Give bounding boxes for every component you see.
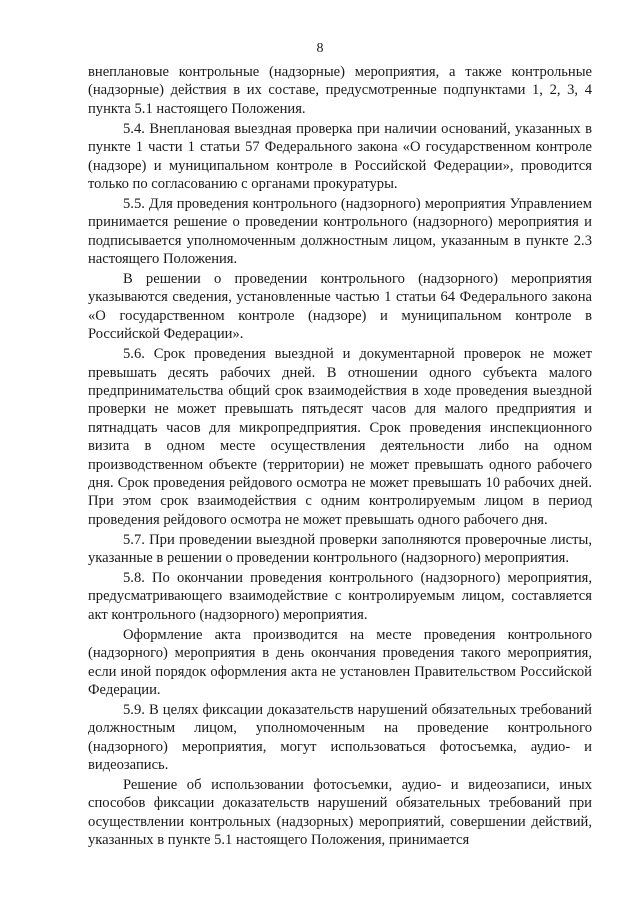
paragraph-5-8-act: Оформление акта производится на месте проведения контрольного (надзорного) мероприятия в день окончания проведения такого мероприятия, если иной порядок оформления акта не установлен Правительством Российской Федерации. — [88, 626, 592, 698]
paragraph-continuation: внеплановые контрольные (надзорные) мероприятия, а также контрольные (надзорные) действия в их составе, предусмотренные подпунктами 1, 2, 3, 4 пункта 5.1 настоящего Положения. — [88, 64, 592, 117]
paragraph-5-6: 5.6. Срок проведения выездной и документарной проверок не может превышать десять рабочих дней. В отношении одного субъекта малого предпринимательства общий срок взаимодействия в ходе проведения выездной проверки не может превышать пятьдесят часов для малого предприятия и пятнадцать часов для микропредприятия. Срок проведения инспекционного визита в одном месте осуществления деятельности либо на одном производственном объекте (территории) не может превышать одного рабочего дня. Срок проведения рейдового осмотра не может превышать 10 рабочих дней. При этом срок взаимодействия с одним контролируемым лицом в период проведения рейдового осмотра не может превышать одного рабочего дня. — [88, 346, 592, 528]
paragraph-5-4: 5.4. Внеплановая выездная проверка при наличии оснований, указанных в пункте 1 части 1 статьи 57 Федерального закона «О государственном контроле (надзоре) и муниципальном контроле в Российской Федерации», проводится только по согласованию с органами прокуратуры. — [88, 120, 592, 192]
paragraph-5-9-decision: Решение об использовании фотосъемки, аудио- и видеозаписи, иных способов фиксации доказательств нарушений обязательных требований при осуществлении контрольных (надзорных) мероприятий, совершении действий, указанных в пункте 5.1 настоящего Положения, принимается — [88, 776, 592, 849]
page-number: 8 — [316, 41, 324, 56]
paragraph-5-9: 5.9. В целях фиксации доказательств нарушений обязательных требований должностным лицом, уполномоченным на проведение контрольного (надзорного) мероприятия, могут использоваться фотосъемка, аудио- и видеозапись. — [88, 701, 592, 774]
paragraph-5-7: 5.7. При проведении выездной проверки заполняются проверочные листы, указанные в решении о проведении контрольного (надзорного) мероприятия. — [88, 531, 592, 567]
document-body — [88, 63, 592, 851]
paragraph-5-8: 5.8. По окончании проведения контрольного (надзорного) мероприятия, предусматривающего взаимодействие с контролируемым лицом, составляется акт контрольного (надзорного) мероприятия. — [88, 569, 592, 623]
paragraph-5-5-decision: В решении о проведении контрольного (надзорного) мероприятия указываются сведения, установленные частью 1 статьи 64 Федерального закона «О государственном контроле (надзоре) и муниципальном контроле в Российской Федерации». — [88, 270, 592, 343]
paragraph-5-5: 5.5. Для проведения контрольного (надзорного) мероприятия Управлением принимается решение о проведении контрольного (надзорного) мероприятия и подписывается уполномоченным должностным лицом, указанным в пункте 2.3 настоящего Положения. — [88, 195, 592, 268]
